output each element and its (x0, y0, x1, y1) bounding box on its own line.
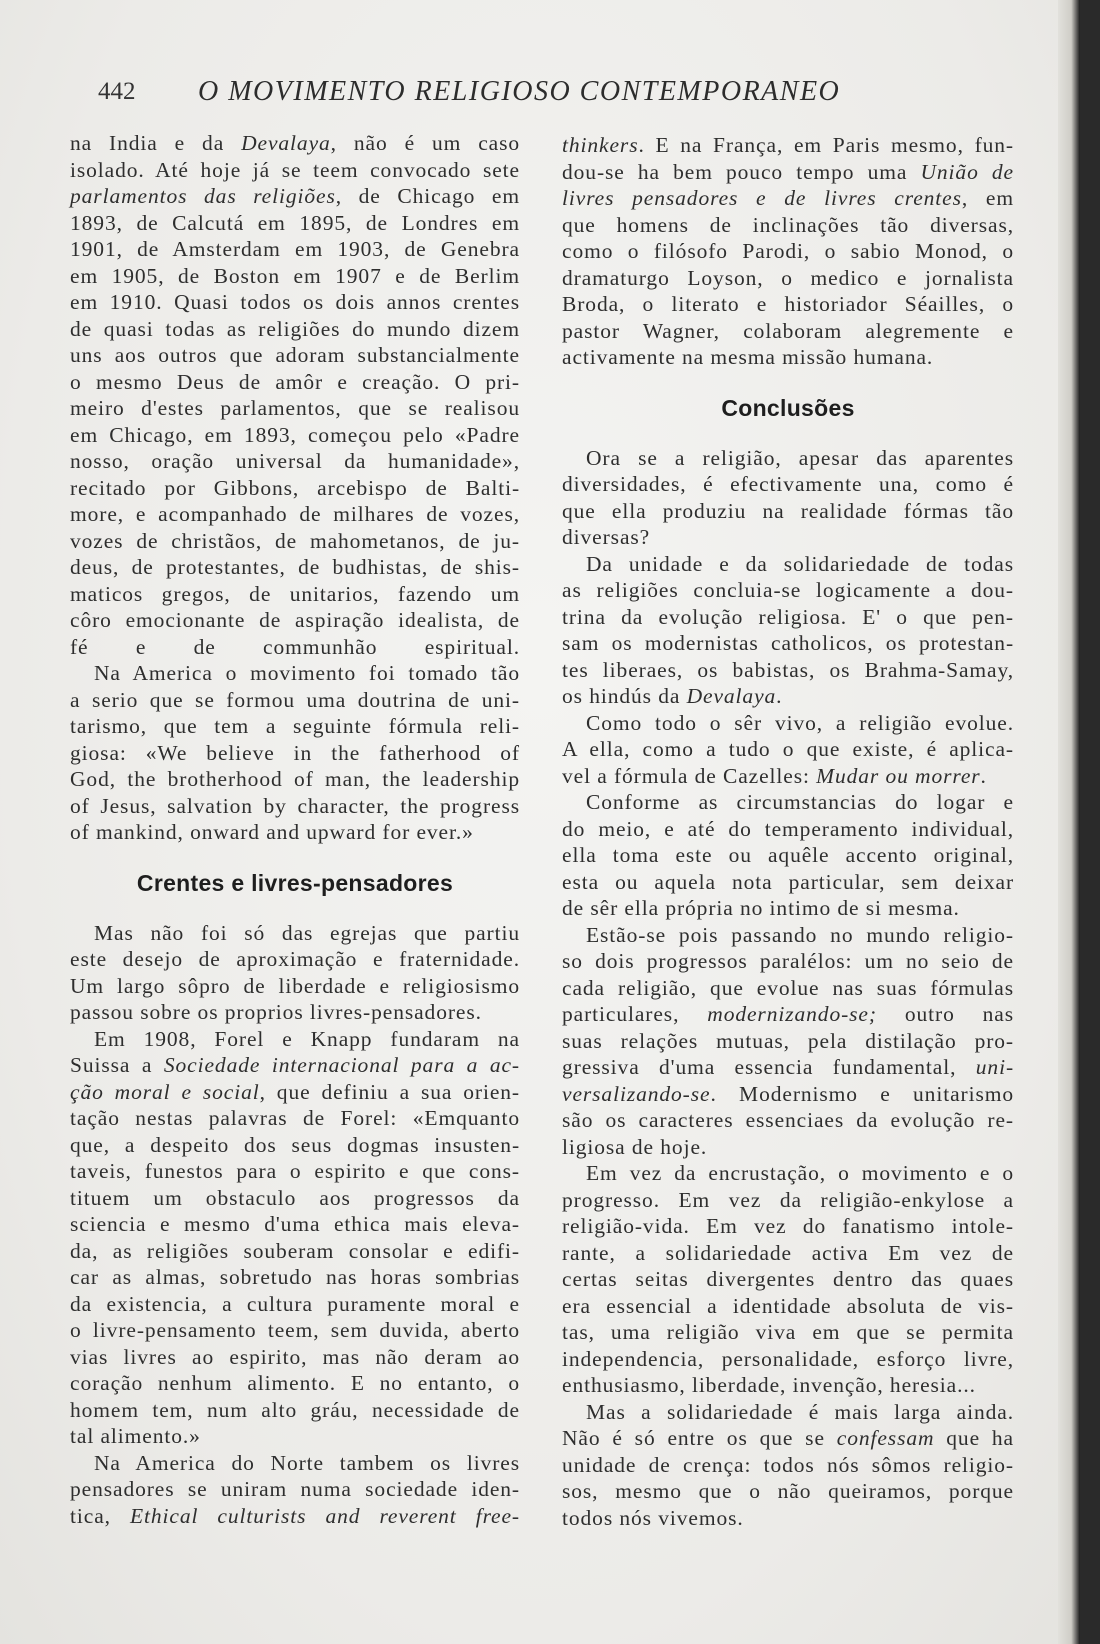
text-line: ligiosa de hoje. (562, 1134, 708, 1159)
text-line: God, the brotherhood of man, the leadership (70, 767, 520, 791)
text-line: Mas não foi só das egrejas que partiu (94, 920, 520, 945)
text-line: Da unidade e da solidariedade de todas (586, 551, 1014, 576)
text-line: nosso, oração universal da humanidade», (70, 449, 520, 473)
text-line: tica, Ethical culturists and reverent free- (70, 1503, 520, 1528)
text-line: tarismo, que tem a seguinte fórmula reli- (70, 714, 520, 738)
text-line: do meio, e até do temperamento individual, (562, 816, 1014, 841)
text-line: giosa: «We believe in the fatherhood of (70, 740, 520, 765)
text-line: trina da evolução religiosa. E' o que pen- (562, 604, 1014, 629)
section-heading: Conclusões (721, 394, 855, 421)
text-line: Na America o movimento foi tomado tão (94, 661, 520, 685)
paragraph (562, 710, 1014, 790)
paragraph (70, 130, 520, 660)
text-line: tas, uma religião viva em que se permita (562, 1320, 1014, 1344)
text-line: 1901, de Amsterdam em 1903, de Genebra (70, 237, 520, 261)
text-line: vias livres ao espirito, mas não deram ao (70, 1344, 520, 1369)
text-line: que homens de inclinações tão diversas, (562, 212, 1014, 237)
text-line: tação nestas palavras de Forel: «Emquanto (70, 1106, 520, 1130)
text-line: livres pensadores e de livres crentes, em (562, 186, 1014, 210)
paragraph (562, 789, 1014, 922)
text-line: certas seitas divergentes dentro das quaes (562, 1267, 1014, 1291)
text-line: o mesmo Deus de amôr e creação. O pri- (70, 369, 520, 394)
text-line: of mankind, onward and upward for ever.» (70, 820, 474, 844)
text-line: sos, mesmo que o não queiramos, porque (562, 1479, 1014, 1503)
text-line: Mas a solidariedade é mais larga ainda. (586, 1399, 1014, 1424)
text-line: fé e de communhão espiritual. (70, 634, 520, 659)
text-line: isolado. Até hoje já se teem convocado sete (70, 157, 520, 182)
text-line: Ora se a religião, apesar das aparentes (586, 445, 1014, 470)
text-line: em 1905, de Boston em 1907 e de Berlim (70, 263, 520, 288)
page-number: 442 (98, 78, 136, 105)
text-line: a serio que se formou uma doutrina de uni- (70, 687, 520, 712)
paragraph (562, 922, 1014, 1161)
text-line: rante, a solidariedade activa Em vez de (562, 1240, 1014, 1265)
text-line: progresso. Em vez da religião-enkylose a (562, 1187, 1014, 1212)
text-line: maticos gregos, de unitarios, fazendo um (70, 581, 520, 606)
text-line: o livre-pensamento teem, sem duvida, aberto (70, 1318, 520, 1342)
right-column (562, 132, 1014, 1531)
text-line: A ella, como a tudo o que existe, é aplica- (562, 737, 1014, 761)
text-line: diversidades, é efectivamente una, como é (562, 472, 1014, 496)
text-line: Em vez da encrustação, o movimento e o (586, 1161, 1014, 1185)
text-line: suas relações mutuas, pela distilação pro- (562, 1028, 1014, 1053)
text-line: côro emocionante de aspiração idealista, de (70, 608, 520, 632)
running-head (98, 76, 898, 116)
text-line: da existencia, a cultura puramente moral e (70, 1291, 520, 1316)
text-line: são os caracteres essenciaes da evolução re- (562, 1108, 1014, 1132)
text-line: meiro d'estes parlamentos, que se realisou (70, 396, 520, 420)
paragraph (562, 445, 1014, 551)
paragraph (70, 920, 520, 1026)
text-line: em 1910. Quasi todos os dois annos crentes (70, 290, 520, 314)
text-line: religião-vida. Em vez do fanatismo intole- (562, 1214, 1014, 1238)
text-line: thinkers. E na França, em Paris mesmo, fun- (562, 133, 1014, 157)
text-line: vel a fórmula de Cazelles: Mudar ou morrer. (562, 763, 987, 788)
text-line: ella toma este ou aquêle accento original, (562, 843, 1014, 867)
text-line: car as almas, sobretudo nas horas sombrias (70, 1265, 520, 1289)
text-line: versalizando-se. Modernismo e unitarismo (562, 1081, 1014, 1106)
paragraph (562, 1399, 1014, 1532)
text-line: Conforme as circumstancias do logar e (586, 790, 1014, 814)
text-line: diversas? (562, 525, 651, 549)
text-line: tituem um obstaculo aos progressos da (70, 1185, 520, 1210)
text-line: dou-se ha bem pouco tempo uma União de (562, 159, 1014, 184)
text-line: os hindús da Devalaya. (562, 684, 783, 708)
paragraph (70, 1026, 520, 1450)
text-line: Não é só entre os que se confessam que ha (562, 1426, 1014, 1450)
text-line: gressiva d'uma essencia fundamental, uni- (562, 1055, 1014, 1079)
text-line: sciencia e mesmo d'uma ethica mais eleva- (70, 1212, 520, 1236)
text-line: de sêr ella própria no intimo de si mesma. (562, 896, 960, 920)
text-line: Em 1908, Forel e Knapp fundaram na (94, 1026, 520, 1051)
text-line: Broda, o literato e historiador Séailles, o (562, 292, 1014, 316)
text-line: 1893, de Calcutá em 1895, de Londres em (70, 210, 520, 235)
text-line: enthusiasmo, liberdade, invenção, heresia... (562, 1373, 976, 1397)
paragraph (562, 1160, 1014, 1399)
text-line: more, e acompanhado de milhares de vozes, (70, 502, 520, 526)
text-line: em Chicago, em 1893, começou pelo «Padre (70, 422, 520, 447)
paragraph (562, 551, 1014, 710)
text-line: Suissa a Sociedade internacional para a ac- (70, 1053, 520, 1077)
text-line: coração nenhum alimento. E no entanto, o (70, 1371, 520, 1395)
paragraph (70, 1450, 520, 1530)
text-line: tal alimento.» (70, 1424, 201, 1448)
text-line: homem tem, num alto gráu, necessidade de (70, 1397, 520, 1422)
text-line: activamente na mesma missão humana. (562, 345, 934, 369)
text-line: Como todo o sêr vivo, a religião evolue. (586, 710, 1014, 735)
text-line: parlamentos das religiões, de Chicago em (70, 184, 520, 208)
text-line: pastor Wagner, colaboram alegremente e (562, 318, 1014, 343)
paragraph (562, 132, 1014, 371)
text-line: Um largo sôpro de liberdade e religiosismo (70, 973, 520, 998)
text-line: ção moral e social, que definiu a sua orien- (70, 1079, 520, 1104)
text-line: era essencial a identidade absoluta de vis- (562, 1293, 1014, 1318)
running-title: O MOVIMENTO RELIGIOSO CONTEMPORANEO (198, 76, 841, 107)
left-column (70, 130, 520, 1529)
text-line: uns aos outros que adoram substancialmente (70, 343, 520, 367)
text-line: vozes de christãos, de mahometanos, de ju- (70, 528, 520, 553)
text-line: esta ou aquela nota particular, sem deixar (562, 869, 1014, 894)
text-line: todos nós vivemos. (562, 1505, 744, 1530)
text-line: que ella produziu na realidade fórmas tão (562, 498, 1014, 523)
paragraph (70, 660, 520, 846)
text-line: da, as religiões souberam consolar e edifi- (70, 1238, 520, 1263)
text-line: taveis, funestos para o espirito e que cons- (70, 1159, 520, 1183)
text-line: passou sobre os proprios livres-pensadores. (70, 1000, 482, 1024)
text-line: particulares, modernizando-se; outro nas (562, 1002, 1014, 1026)
text-line: como o filósofo Parodi, o sabio Monod, o (562, 239, 1014, 263)
text-line: Na America do Norte tambem os livres (94, 1450, 520, 1475)
text-line: dramaturgo Loyson, o medico e jornalista (562, 265, 1014, 290)
text-line: so dois progressos paralélos: um no seio de (562, 949, 1014, 973)
text-line: cada religião, que evolue nas suas fórmulas (562, 975, 1014, 1000)
text-line: of Jesus, salvation by character, the progress (70, 793, 520, 818)
text-line: as religiões concluia-se logicamente a dou- (562, 578, 1014, 602)
text-line: que, a despeito dos seus dogmas insusten- (70, 1132, 520, 1157)
text-line: na India e da Devalaya, não é um caso (70, 131, 520, 155)
text-line: este desejo de aproximação e fraternidade. (70, 947, 520, 971)
text-line: Estão-se pois passando no mundo religio- (586, 922, 1014, 947)
text-line: unidade de crença: todos nós sômos religio- (562, 1452, 1014, 1477)
text-line: de quasi todas as religiões do mundo dizem (70, 316, 520, 341)
page-edge-shadow (1058, 0, 1080, 1644)
text-line: independencia, personalidade, esforço livre, (562, 1346, 1014, 1371)
text-line: pensadores se uniram numa sociedade iden- (70, 1477, 520, 1501)
text-line: recitado por Gibbons, arcebispo de Balti- (70, 475, 520, 500)
text-line: sam os modernistas catholicos, os protestan- (562, 631, 1014, 655)
text-line: tes liberaes, os babistas, os Brahma-Samay, (562, 657, 1014, 682)
section-heading: Crentes e livres-pensadores (136, 869, 454, 896)
text-line: deus, de protestantes, de budhistas, de shis- (70, 555, 520, 579)
